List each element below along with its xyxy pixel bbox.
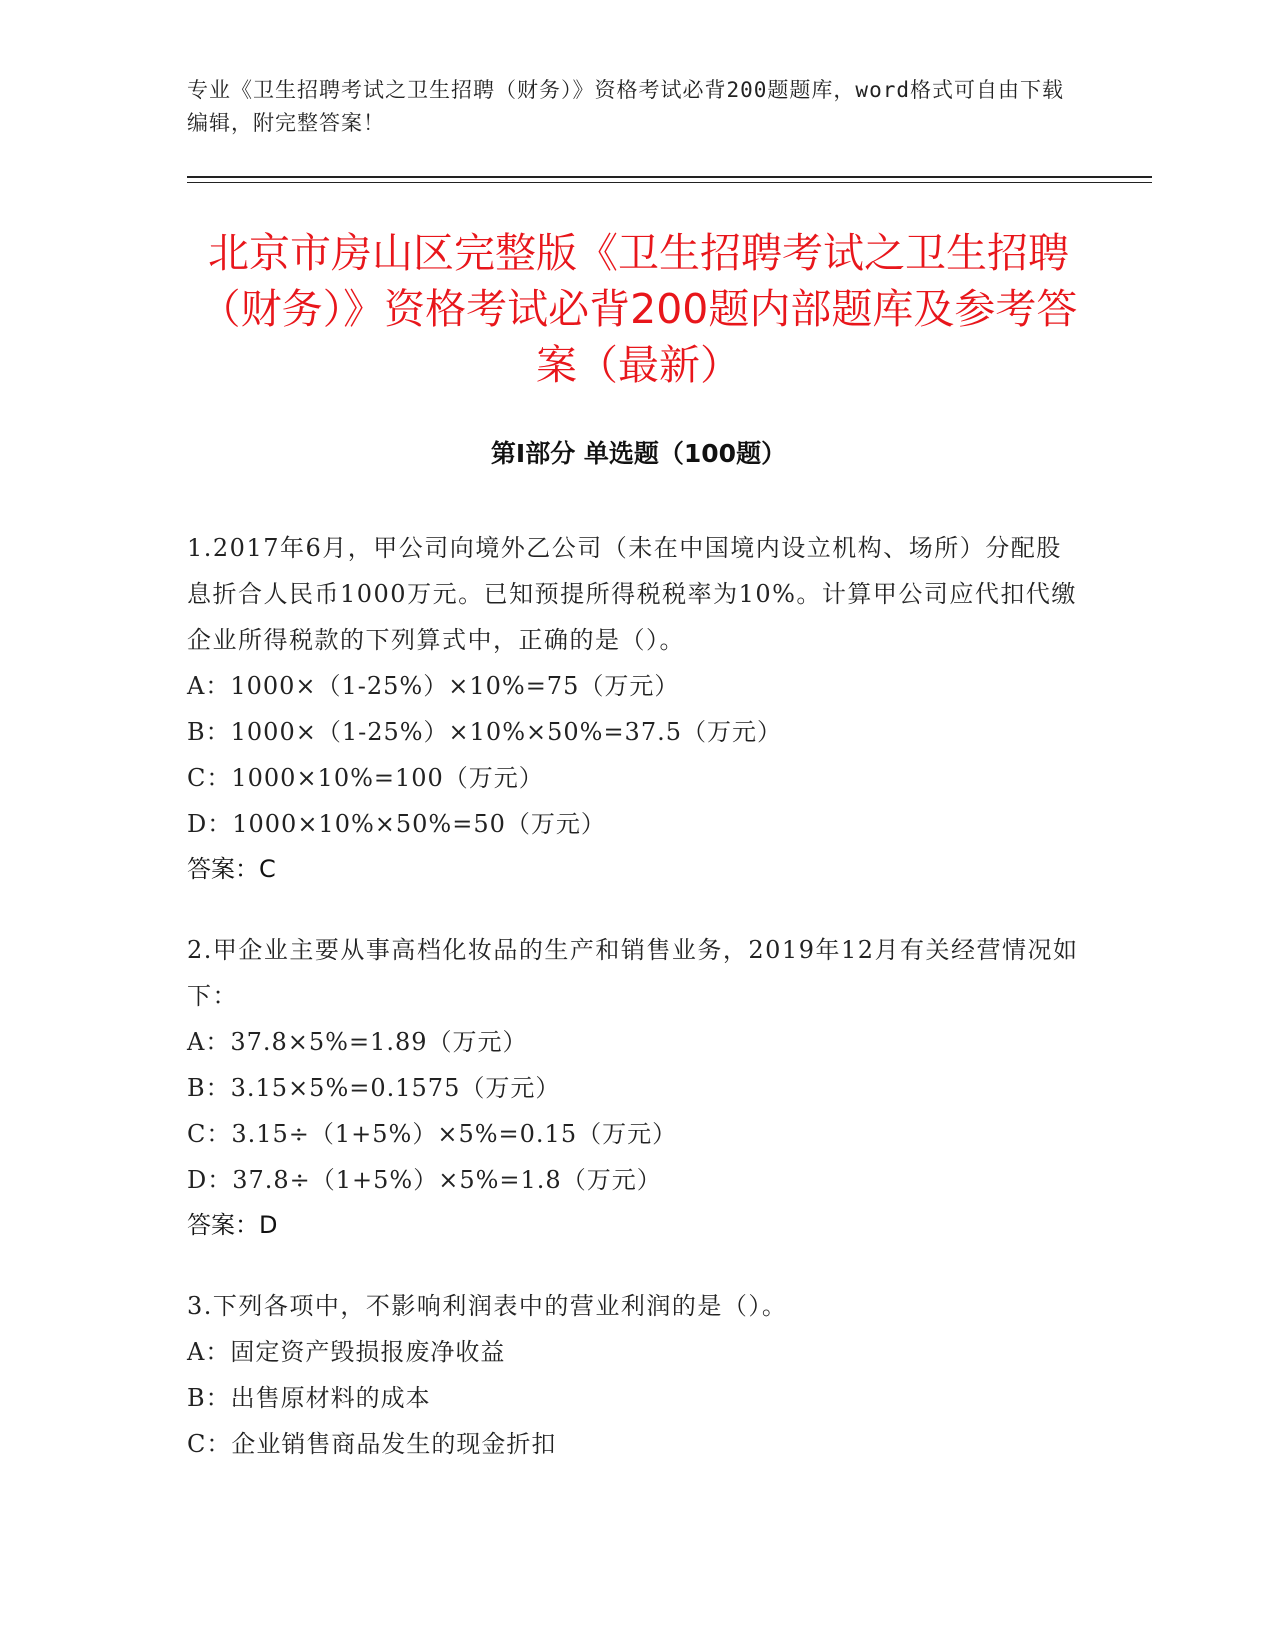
question-3 bbox=[187, 1283, 1087, 1467]
question-list bbox=[187, 525, 1087, 1503]
option-b: B：出售原材料的成本 bbox=[187, 1384, 431, 1412]
answer: 答案：D bbox=[187, 1211, 278, 1239]
question-stem: 1.2017年6月，甲公司向境外乙公司（未在中国境内设立机构、场所）分配股息折合人民币1000万元。已知预提所得税税率为10%。计算甲公司应代扣代缴企业所得税款的下列算式中，正确的是（）。 bbox=[187, 534, 1077, 654]
option-c: C：1000×10%=100（万元） bbox=[187, 764, 544, 792]
answer: 答案：C bbox=[187, 855, 276, 883]
question-2 bbox=[187, 927, 1087, 1247]
question-1 bbox=[187, 525, 1087, 891]
question-stem: 3.下列各项中，不影响利润表中的营业利润的是（）。 bbox=[187, 1292, 788, 1320]
option-a: A：37.8×5%=1.89（万元） bbox=[187, 1028, 528, 1056]
header-note: 专业《卫生招聘考试之卫生招聘（财务）》资格考试必背200题题库，word格式可自由下载编辑，附完整答案！ bbox=[187, 78, 1064, 135]
option-a: A：1000×（1-25%）×10%=75（万元） bbox=[187, 672, 680, 700]
header-rule-thin bbox=[187, 182, 1152, 183]
option-d: D：1000×10%×50%=50（万元） bbox=[187, 810, 606, 838]
section-heading: 第Ⅰ部分 单选题（100题） bbox=[490, 439, 787, 468]
document-title: 北京市房山区完整版《卫生招聘考试之卫生招聘（财务）》资格考试必背200题内部题库及参考答案（最新） bbox=[199, 229, 1078, 389]
option-a: A：固定资产毁损报废净收益 bbox=[187, 1338, 506, 1366]
option-d: D：37.8÷（1+5%）×5%=1.8（万元） bbox=[187, 1166, 662, 1194]
option-b: B：1000×（1-25%）×10%×50%=37.5（万元） bbox=[187, 718, 782, 746]
header-rule-thick bbox=[187, 176, 1152, 178]
question-stem: 2.甲企业主要从事高档化妆品的生产和销售业务，2019年12月有关经营情况如下： bbox=[187, 936, 1079, 1010]
option-c: C：企业销售商品发生的现金折扣 bbox=[187, 1430, 557, 1458]
option-b: B：3.15×5%=0.1575（万元） bbox=[187, 1074, 561, 1102]
option-c: C：3.15÷（1+5%）×5%=0.15（万元） bbox=[187, 1120, 678, 1148]
